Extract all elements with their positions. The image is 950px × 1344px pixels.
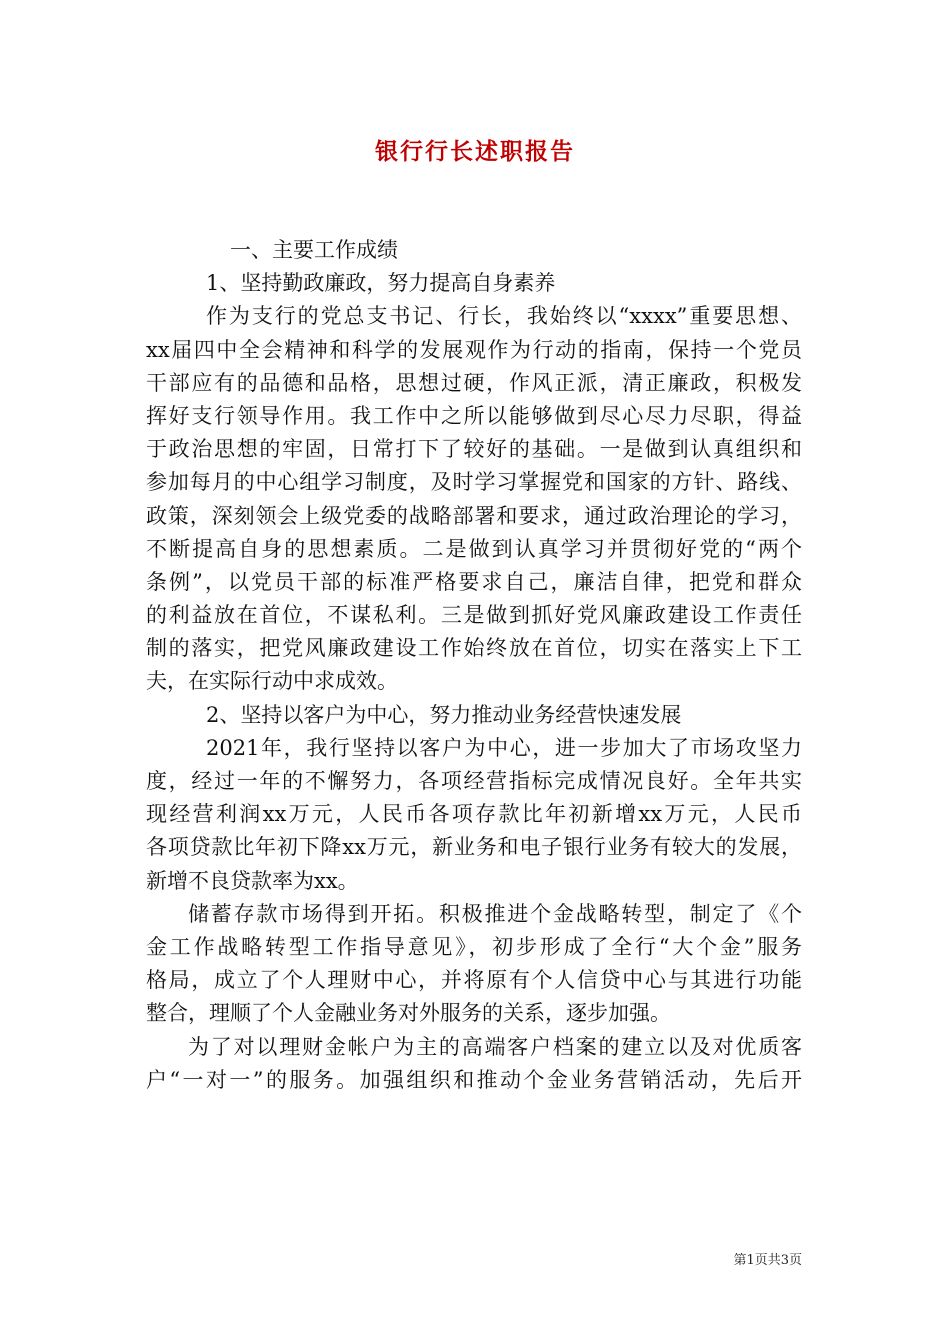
document-title: 银行行长述职报告	[375, 138, 575, 165]
section-heading: 一、主要工作成绩	[230, 238, 398, 262]
paragraph-line: 夫，在实际行动中求成效。	[146, 669, 398, 694]
paragraph-line: 格局，成立了个人理财中心，并将原有个人信贷中心与其进行功能	[146, 968, 802, 993]
paragraph-line: 条例”，以党员干部的标准严格要求自己，廉洁自律，把党和群众	[146, 569, 802, 594]
paragraph-line: 政策，深刻领会上级党委的战略部署和要求，通过政治理论的学习，	[146, 503, 802, 528]
paragraph-line: 制的落实，把党风廉政建设工作始终放在首位，切实在落实上下工	[146, 636, 802, 661]
paragraph-line: 新增不良贷款率为xx。	[146, 868, 359, 893]
subsection-heading: 2、坚持以客户为中心，努力推动业务经营快速发展	[206, 702, 682, 727]
paragraph-line: 干部应有的品德和品格，思想过硬，作风正派，清正廉政，积极发	[146, 370, 802, 395]
paragraph-line: 为了对以理财金帐户为主的高端客户档案的建立以及对优质客	[188, 1034, 802, 1059]
paragraph-line: 不断提高自身的思想素质。二是做到认真学习并贯彻好党的“两个	[146, 536, 802, 561]
paragraph-line: 整合，理顺了个人金融业务对外服务的关系，逐步加强。	[146, 1001, 671, 1026]
page-number: 第1页共3页	[733, 1253, 802, 1268]
paragraph-line: 于政治思想的牢固，日常打下了较好的基础。一是做到认真组织和	[146, 437, 802, 462]
document-body	[146, 234, 802, 1097]
paragraph-line: 挥好支行领导作用。我工作中之所以能够做到尽心尽力尽职，得益	[146, 403, 802, 428]
paragraph-line: 各项贷款比年初下降xx万元，新业务和电子银行业务有较大的发展，	[146, 835, 802, 860]
paragraph-line: 度，经过一年的不懈努力，各项经营指标完成情况良好。全年共实	[146, 769, 802, 793]
paragraph-line: 参加每月的中心组学习制度，及时学习掌握党和国家的方针、路线、	[146, 470, 802, 495]
subsection-heading: 1、坚持勤政廉政，努力提高自身素养	[206, 271, 556, 296]
paragraph-line: 储蓄存款市场得到开拓。积极推进个金战略转型，制定了《个	[188, 901, 802, 926]
paragraph-line: 户“一对一”的服务。加强组织和推动个金业务营销活动，先后开	[146, 1067, 802, 1092]
paragraph-line: 作为支行的党总支书记、行长，我始终以“xxxx”重要思想、	[206, 304, 802, 329]
paragraph-line: 金工作战略转型工作指导意见》，初步形成了全行“大个金”服务	[146, 934, 802, 959]
paragraph-line: 现经营利润xx万元，人民币各项存款比年初新增xx万元，人民币	[146, 802, 802, 827]
paragraph-line: xx届四中全会精神和科学的发展观作为行动的指南，保持一个党员	[146, 337, 802, 362]
paragraph-line: 2021年，我行坚持以客户为中心，进一步加大了市场攻坚力	[206, 735, 802, 760]
paragraph-line: 的利益放在首位，不谋私利。三是做到抓好党风廉政建设工作责任	[146, 603, 802, 628]
